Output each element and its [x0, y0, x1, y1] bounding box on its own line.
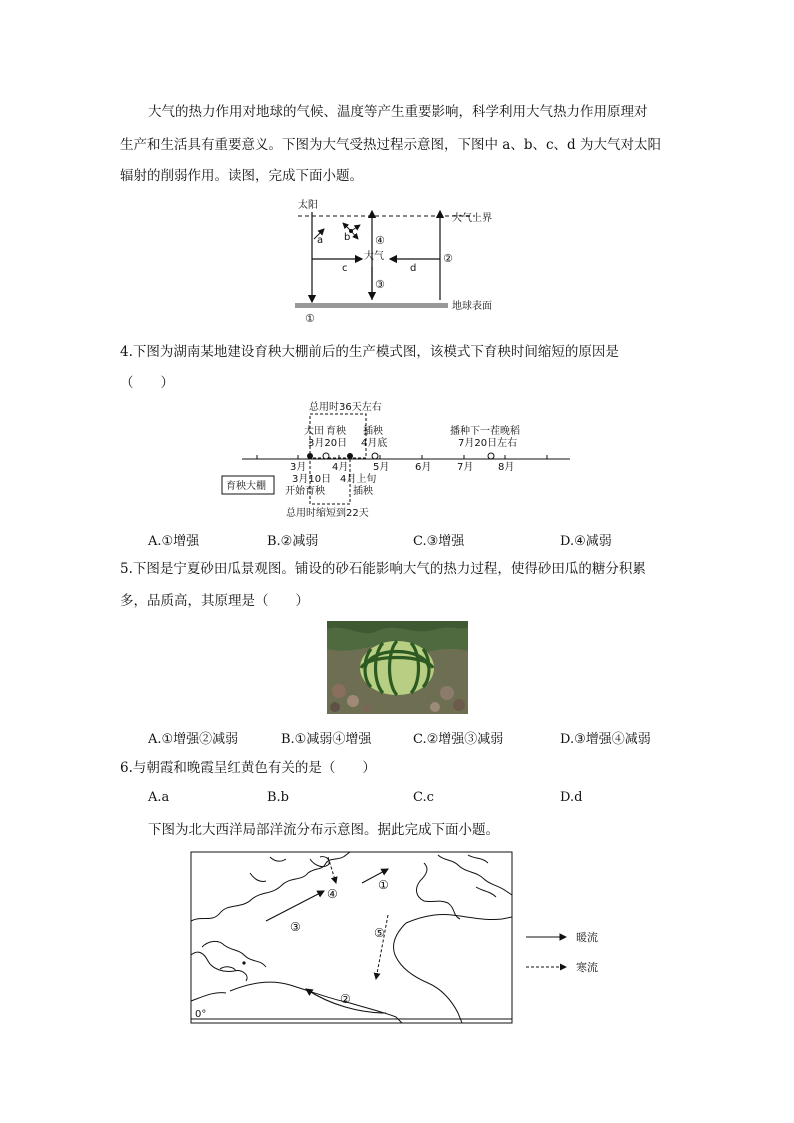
start-date: 3月10日 [292, 474, 332, 485]
month-5: 5月 [373, 462, 390, 473]
warm-current-legend: 暖流 [576, 931, 598, 944]
q4-bracket: （ ） [120, 375, 174, 391]
q6-option-b: B.b [267, 790, 290, 805]
label-2: ② [443, 252, 453, 265]
label-d: d [410, 263, 417, 274]
intro-line-2: 生产和生活具有重要意义。下图为大气受热过程示意图，下图中 a、b、c、d 为大气对太阳 [120, 137, 661, 153]
seedling-label: 育秧 [326, 426, 346, 437]
q6-option-d: D.d [560, 790, 583, 805]
ground-surface [295, 303, 448, 308]
intro-line-1: 大气的热力作用对地球的气候、温度等产生重要影响，科学利用大气热力作用原理对 [148, 104, 648, 120]
equator-label: 0° [195, 1009, 207, 1020]
intro-2: 下图为北大西洋局部洋流分布示意图。据此完成下面小题。 [148, 822, 499, 838]
current-4: ④ [327, 887, 338, 901]
late-rice-label: 播种下一茬晚稻 [450, 426, 520, 437]
label-a: a [317, 235, 324, 246]
field-date: 3月20日 [308, 438, 348, 449]
start-label: 开始育秧 [285, 486, 325, 497]
watermelon-field-photo [327, 621, 468, 714]
q5-option-a: A.①增强②减弱 [148, 732, 239, 747]
month-6: 6月 [415, 462, 432, 473]
cold-current-legend: 寒流 [576, 961, 598, 974]
current-2: ② [340, 992, 351, 1006]
q5-option-d: D.③增强④减弱 [560, 732, 651, 747]
total-36-days: 总用时36天左右 [309, 402, 382, 413]
current-1: ① [378, 878, 389, 892]
seedling-timeline-diagram [222, 398, 574, 520]
surface-label: 地球表面 [452, 301, 492, 312]
field-label: 大田 [304, 426, 324, 437]
label-3: ③ [375, 278, 385, 291]
month-8: 8月 [498, 462, 515, 473]
q5-stem-1: 5.下图是宁夏砂田瓜景观图。铺设的砂石能影响大气的热力过程，使得砂田瓜的糖分积累 [120, 561, 646, 577]
month-7: 7月 [457, 462, 474, 473]
heat-process-diagram [290, 195, 510, 325]
sun-label: 太阳 [298, 200, 318, 211]
q4-option-c: C.③增强 [413, 534, 465, 549]
q6-stem: 6.与朝霞和晚霞呈红黄色有关的是（ ） [120, 760, 376, 776]
intro-line-3: 辐射的削弱作用。读图，完成下面小题。 [120, 168, 363, 184]
april-end: 4月底 [361, 438, 388, 449]
atmosphere-label: 大气 [364, 251, 384, 262]
april-early: 4月上旬 [340, 474, 377, 485]
q5-option-b: B.①减弱④增强 [281, 732, 372, 747]
q6-option-c: C.c [413, 790, 434, 805]
month-3: 3月 [290, 462, 307, 473]
label-c: c [342, 263, 348, 274]
q4-option-a: A.①增强 [148, 534, 200, 549]
q4-option-b: B.②减弱 [267, 534, 319, 549]
late-rice-date: 7月20日左右 [458, 438, 518, 449]
q5-stem-2: 多，品质高，其原理是（ ） [120, 593, 309, 609]
q4-option-d: D.④减弱 [560, 534, 612, 549]
transplant-label: 插秧 [363, 426, 383, 437]
label-b: b [344, 232, 351, 243]
greenhouse-label: 育秧大棚 [226, 481, 266, 492]
q6-option-a: A.a [148, 790, 170, 805]
label-1: ① [305, 312, 315, 325]
current-5: ⑤ [374, 926, 385, 940]
current-3: ③ [290, 920, 301, 934]
label-4: ④ [375, 234, 385, 247]
q5-option-c: C.②增强③减弱 [413, 732, 504, 747]
q4-stem: 4.下图为湖南某地建设育秧大棚前后的生产模式图，该模式下育秧时间缩短的原因是 [120, 344, 619, 360]
month-4: 4月 [332, 462, 349, 473]
april-early-label: 插秧 [353, 486, 373, 497]
north-atlantic-current-map [190, 851, 620, 1027]
atmosphere-top-label: 大气上界 [452, 213, 492, 224]
total-22-days: 总用时缩短到22天 [286, 508, 369, 519]
